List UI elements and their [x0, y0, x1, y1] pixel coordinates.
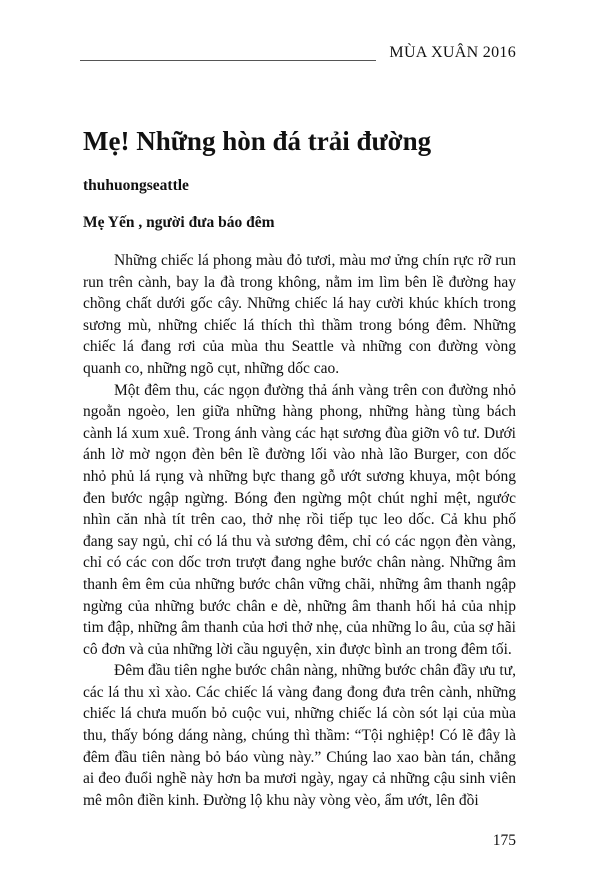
header-rule	[80, 60, 376, 61]
article-subtitle: Mẹ Yến , người đưa báo đêm	[83, 214, 275, 231]
header-section-title: MÙA XUÂN 2016	[389, 44, 516, 61]
article-body	[83, 250, 516, 811]
article-author: thuhuongseattle	[83, 177, 189, 194]
article-title: Mẹ! Những hòn đá trải đường	[83, 126, 432, 156]
body-paragraph: Đêm đầu tiên nghe bước chân nàng, những bước chân đầy ưu tư, các lá thu xì xào. Các chiếc lá vàng đang đong đưa trên cành, những chiếc lá chưa muốn bỏ cuộc vui, những chiếc lá còn sót lại của mùa thu, thấy bóng dáng nàng, chúng thì thầm: “Tội nghiệp! Có lẽ đây là đêm đầu tiên nàng bỏ báo vùng này.” Chúng lao xao bàn tán, chẳng ai đeo đuổi nghề này hơn ba mươi ngày, ngay cả những cậu sinh viên mê môn điền kinh. Đường lộ khu này vòng vèo, ẩm ướt, lên đồi	[83, 662, 516, 809]
running-header	[80, 38, 516, 66]
page-number: 175	[492, 832, 516, 849]
body-paragraph: Những chiếc lá phong màu đỏ tươi, màu mơ ửng chín rực rỡ run run trên cành, bay la đà trong không, nằm im lìm bên lề đường hay chồng chất dưới gốc cây. Những chiếc lá hay cười khúc khích trong sương mù, những chiếc lá thích thì thầm trong bóng đêm. Những chiếc lá đang rơi của mùa thu Seattle và những con đường vòng quanh co, những ngõ cụt, những dốc cao.	[83, 252, 516, 377]
body-paragraph: Một đêm thu, các ngọn đường thả ánh vàng trên con đường nhỏ ngoằn ngoèo, len giữa những hàng phong, những hàng tùng bách cành lá xum xuê. Trong ánh vàng các hạt sương đùa giỡn vô tư. Dưới ánh lờ mờ ngọn đèn bên lề đường lối vào nhà lão Burger, con dốc nhỏ phủ lá rụng và những bực thang gỗ ướt sương khuya, một bóng đen bước ngập ngừng. Bóng đen ngừng một chút nghỉ mệt, ngước nhìn căn nhà tít trên cao, thở nhẹ rồi tiếp tục leo dốc. Cả khu phố đang say ngủ, chỉ có lá thu và sương đêm, chỉ có các ngọn đèn vàng, chỉ có các con dốc trơn trượt đang nghe bước chân nàng. Những âm thanh êm êm của những bước chân vững chãi, những âm thanh ngập ngừng của những bước chân e dè, những âm thanh hối hả của nhịp tim đập, những âm thanh của hơi thở nhẹ, của những lo âu, của sợ hãi cô đơn và của những lời cầu nguyện, xin được bình an trong đêm tối.	[83, 381, 516, 658]
